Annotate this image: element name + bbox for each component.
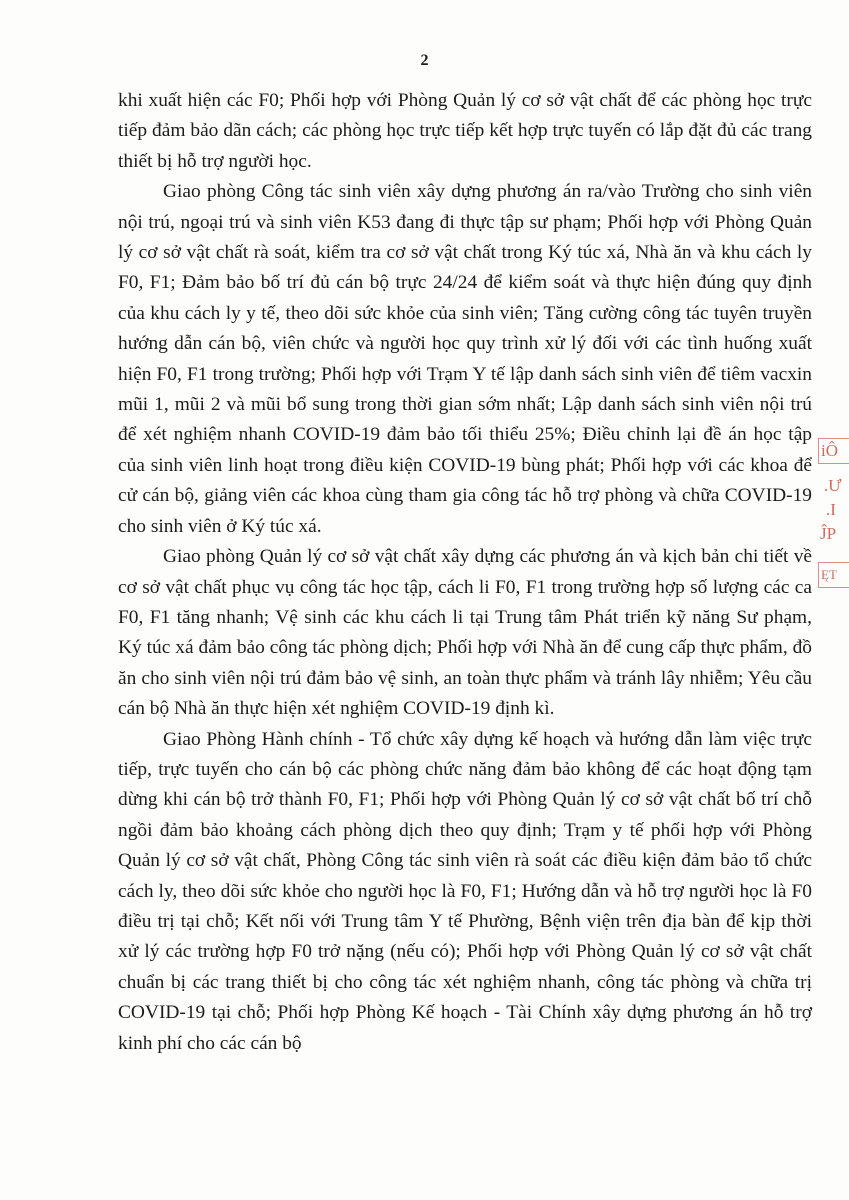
- stamp-line-2: .Ư: [824, 476, 842, 495]
- paragraph-4: Giao Phòng Hành chính - Tổ chức xây dựng kế hoạch và hướng dẫn làm việc trực tiếp, trực tuyến cho cán bộ các phòng chức năng đảm bảo không để các hoạt động tạm dừng khi cán bộ trở thành F0, F1; Phối hợp với Phòng Quản lý cơ sở vật chất bố trí chỗ ngồi đảm bảo khoảng cách phòng dịch theo quy định; Trạm y tế phối hợp với Phòng Quản lý cơ sở vật chất, Phòng Công tác sinh viên rà soát các điều kiện đảm bảo tổ chức cách ly, theo dõi sức khỏe cho người học là F0, F1; Hướng dẫn và hỗ trợ người học là F0 điều trị tại chỗ; Kết nối với Trung tâm Y tế Phường, Bệnh viện trên địa bàn để kịp thời xử lý các trường hợp F0 trở nặng (nếu có); Phối hợp với Phòng Quản lý cơ sở vật chất chuẩn bị các trang thiết bị cho công tác xét nghiệm nhanh, công tác phòng và chữa trị COVID-19 tại chỗ; Phối hợp Phòng Kế hoạch - Tài Chính xây dựng phương án hỗ trợ kinh phí cho các cán bộ: [118, 728, 812, 1054]
- paragraph-2: Giao phòng Công tác sinh viên xây dựng phương án ra/vào Trường cho sinh viên nội trú, ngoại trú và sinh viên K53 đang đi thực tập sư phạm; Phối hợp với Phòng Quản lý cơ sở vật chất rà soát, kiểm tra cơ sở vật chất trong Ký túc xá, Nhà ăn và khu cách ly F0, F1; Đảm bảo bố trí đủ cán bộ trực 24/24 để kiểm soát và thực hiện đúng quy định của khu cách ly y tế, theo dõi sức khỏe của sinh viên; Tăng cường công tác tuyên truyền hướng dẫn cán bộ, viên chức và người học quy trình xử lý đối với các tình huống xuất hiện F0, F1 trong trường; Phối hợp với Trạm Y tế lập danh sách sinh viên để tiêm vacxin mũi 1, mũi 2 và mũi bổ sung trong thời gian sớm nhất; Lập danh sách sinh viên nội trú để xét nghiệm nhanh COVID-19 đảm bảo tối thiểu 25%; Điều chỉnh lại đề án học tập của sinh viên linh hoạt trong điều kiện COVID-19 bùng phát; Phối hợp với các khoa để cử cán bộ, giảng viên các khoa cùng tham gia công tác hỗ trợ phòng và chữa COVID-19 cho sinh viên ở Ký túc xá.: [118, 181, 812, 537]
- stamp-line-1: iÔ: [818, 438, 849, 464]
- page-number: 2: [420, 52, 429, 69]
- stamp-line-3: .I: [826, 500, 836, 519]
- paragraph-3: Giao phòng Quản lý cơ sở vật chất xây dựng các phương án và kịch bản chi tiết về cơ sở vật chất phục vụ công tác học tập, cách li F0, F1 trong trường hợp số lượng các ca F0, F1 tăng nhanh; Vệ sinh các khu cách li tại Trung tâm Phát triển kỹ năng Sư phạm, Ký túc xá đảm bảo công tác phòng dịch; Phối hợp với Nhà ăn để cung cấp thực phẩm, đồ ăn cho sinh viên nội trú đảm bảo vệ sinh, an toàn thực phẩm và tránh lây nhiễm; Yêu cầu cán bộ Nhà ăn thực hiện xét nghiệm COVID-19 định kì.: [118, 546, 812, 720]
- document-body: [118, 86, 812, 1059]
- paragraph-1: khi xuất hiện các F0; Phối hợp với Phòng Quản lý cơ sở vật chất để các phòng học trực tiếp đảm bảo dãn cách; các phòng học trực tiếp kết hợp trực tuyến có lắp đặt đủ các trang thiết bị hỗ trợ người học.: [118, 90, 812, 172]
- stamp-line-5: ĘT: [818, 562, 849, 588]
- stamp-line-4: ĴP: [820, 524, 837, 543]
- seal-stamp-fragment: [818, 438, 849, 608]
